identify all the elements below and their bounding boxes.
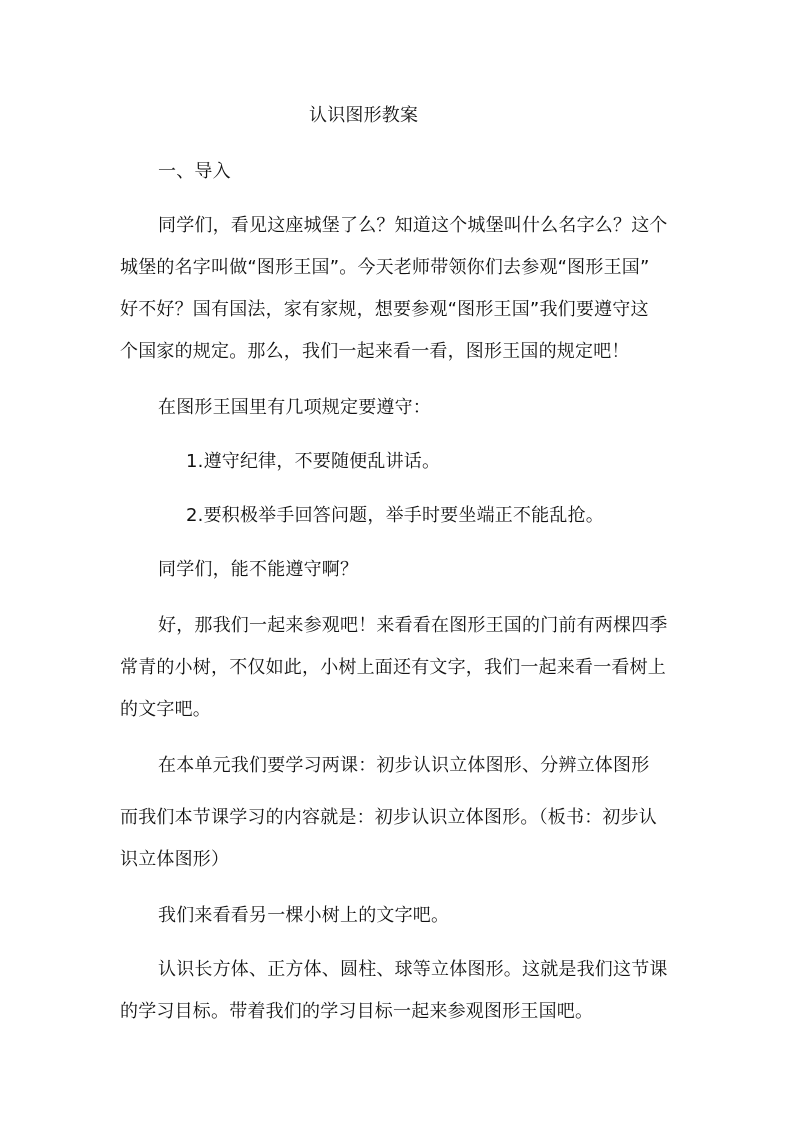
paragraph-line: 城堡的名字叫做“图形王国”。今天老师带领你们去参观“图形王国”	[120, 257, 650, 278]
paragraph-line: 好，那我们一起来参观吧！来看看在图形王国的门前有两棵四季	[158, 615, 668, 636]
paragraph-line: 个国家的规定。那么，我们一起来看一看，图形王国的规定吧！	[120, 341, 630, 362]
section-heading: 一、导入	[158, 161, 231, 182]
rule-item: 1.遵守纪律，不要随便乱讲话。	[186, 451, 441, 472]
paragraph-line: 认识长方体、正方体、圆柱、球等立体图形。这就是我们这节课	[158, 959, 668, 980]
paragraph: 在本单元我们要学习两课：初步认识立体图形、分辨立体图形	[158, 755, 650, 776]
paragraph: 同学们，能不能遵守啊？	[158, 559, 359, 580]
paragraph-line: 而我们本节课学习的内容就是：初步认识立体图形。（板书：初步认	[120, 807, 657, 828]
paragraph: 我们来看看另一棵小树上的文字吧。	[158, 905, 450, 926]
paragraph: 在图形王国里有几项规定要遵守：	[158, 397, 431, 418]
paragraph-line: 的学习目标。带着我们的学习目标一起来参观图形王国吧。	[120, 1001, 594, 1022]
paragraph-line: 识立体图形）	[120, 849, 230, 870]
paragraph-line: 同学们，看见这座城堡了么？知道这个城堡叫什么名字么？这个	[158, 215, 668, 236]
paragraph-line: 常青的小树，不仅如此，小树上面还有文字，我们一起来看一看树上	[120, 657, 666, 678]
rule-item: 2.要积极举手回答问题，举手时要坐端正不能乱抢。	[186, 505, 604, 526]
paragraph-line: 的文字吧。	[120, 699, 211, 720]
paragraph-line: 好不好？国有国法，家有家规，想要参观“图形王国”我们要遵守这	[120, 299, 649, 320]
document-title: 认识图形教案	[309, 105, 419, 126]
